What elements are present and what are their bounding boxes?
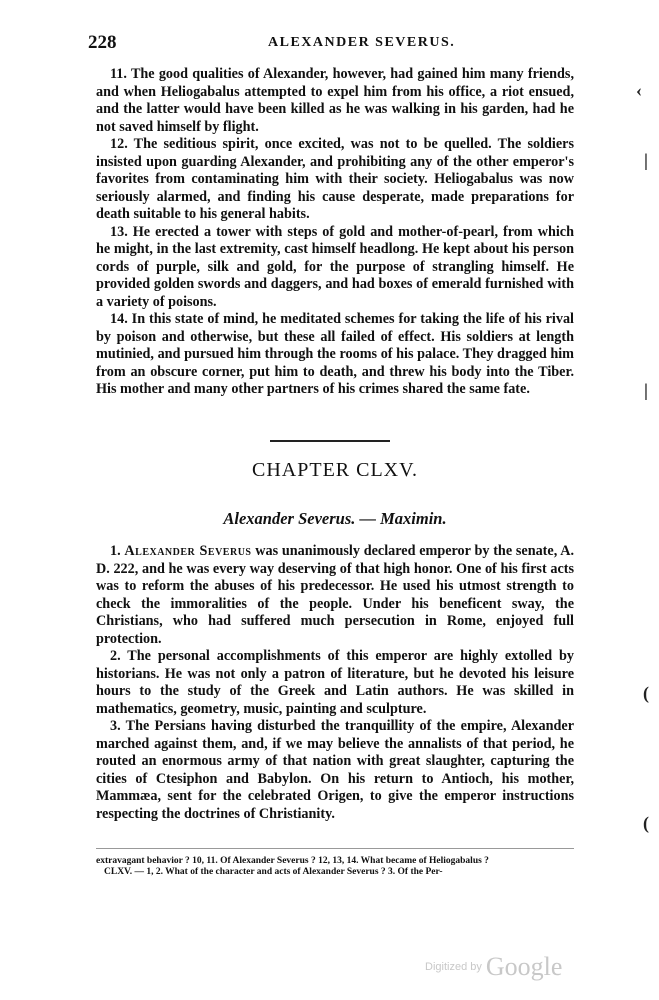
margin-mark: | bbox=[644, 380, 648, 400]
footnote-line-2: CLXV. — 1, 2. What of the character and acts of Alexander Severus ? 3. Of the Per- bbox=[104, 867, 443, 877]
paragraph-1-text: was unanimously declared emperor by the senate, A. D. 222, and he was every way deserving of that high honor. One of his first acts was to reform the abuses of his predecessor. He used his utmost strength to check the immoralities of the people. Under his beneficent sway, the Christians, who had suffered much persecution in Rome, enjoyed full protection. bbox=[96, 543, 575, 647]
margin-mark: ( bbox=[643, 813, 649, 833]
chapter-title: CHAPTER CLXV. bbox=[252, 459, 418, 481]
section-heliogabalus-text bbox=[96, 66, 574, 399]
footnote-line-1: extravagant behavior ? 10, 11. Of Alexander Severus ? 12, 13, 14. What became of Heliogabalus ? bbox=[96, 856, 489, 866]
emperor-name: Alexander Severus bbox=[124, 543, 252, 559]
chapter-body-text bbox=[96, 543, 574, 823]
paragraph-14: 14. In this state of mind, he meditated schemes for taking the life of his rival by poison and otherwise, but these all failed of effect. His soldiers at length mutinied, and pursued him through the rooms of his palace. They dragged him from an obscure corner, put him to death, and threw his body into the Tiber. His mother and many other partners of his crimes shared the same fate. bbox=[96, 311, 574, 397]
chapter-subtitle: Alexander Severus. — Maximin. bbox=[223, 509, 447, 528]
page-header bbox=[88, 32, 578, 54]
margin-mark: ( bbox=[643, 683, 649, 703]
digitization-watermark bbox=[425, 952, 562, 982]
paragraph-3: 3. The Persians having disturbed the tranquillity of the empire, Alexander marched against them, and, if we may believe the annalists of that period, he routed an enormous army of that nation with great slaughter, capturing the cities of Ctesiphon and Babylon. On his return to Antioch, his mother, Mammæa, sent for the celebrated Origen, to give the emperor instructions respecting the doctrines of Christianity. bbox=[96, 718, 574, 822]
footnote-divider bbox=[96, 848, 574, 849]
running-head: ALEXANDER SEVERUS. bbox=[268, 35, 456, 50]
paragraph-number: 1. bbox=[110, 543, 121, 559]
footnotes bbox=[96, 856, 574, 878]
section-divider bbox=[270, 440, 390, 442]
watermark-logo: Google bbox=[485, 952, 563, 981]
paragraph-12: 12. The seditious spirit, once excited, was not to be quelled. The soldiers insisted upon guarding Alexander, and prohibiting any of the other emperor's favorites from contaminating him with their society. Heliogabalus was now seriously alarmed, and finding his cause desperate, made preparations for death suitable to his general habits. bbox=[96, 136, 574, 222]
paragraph-11: 11. The good qualities of Alexander, however, had gained him many friends, and when Heliogabalus attempted to expel him from his office, a riot ensued, and the latter would have been killed as he was walking in his garden, had he not saved himself by flight. bbox=[96, 66, 574, 135]
paragraph-13: 13. He erected a tower with steps of gold and mother-of-pearl, from which he might, in the last extremity, cast himself headlong. He kept about his person cords of purple, silk and gold, for the purpose of strangling himself. He provided golden swords and daggers, and had boxes of emerald furnished with a variety of poisons. bbox=[96, 223, 574, 310]
paragraph-2: 2. The personal accomplishments of this emperor are highly extolled by historians. He was not only a patron of literature, but he devoted his leisure hours to the study of the Greek and Latin authors. He was skilled in mathematics, geometry, music, painting and sculpture. bbox=[96, 648, 574, 717]
margin-mark: | bbox=[644, 150, 648, 170]
paragraph-1 bbox=[96, 543, 574, 648]
page-number: 228 bbox=[88, 32, 117, 53]
margin-mark: ‹ bbox=[636, 80, 642, 100]
watermark-prefix: Digitized by bbox=[425, 961, 482, 973]
